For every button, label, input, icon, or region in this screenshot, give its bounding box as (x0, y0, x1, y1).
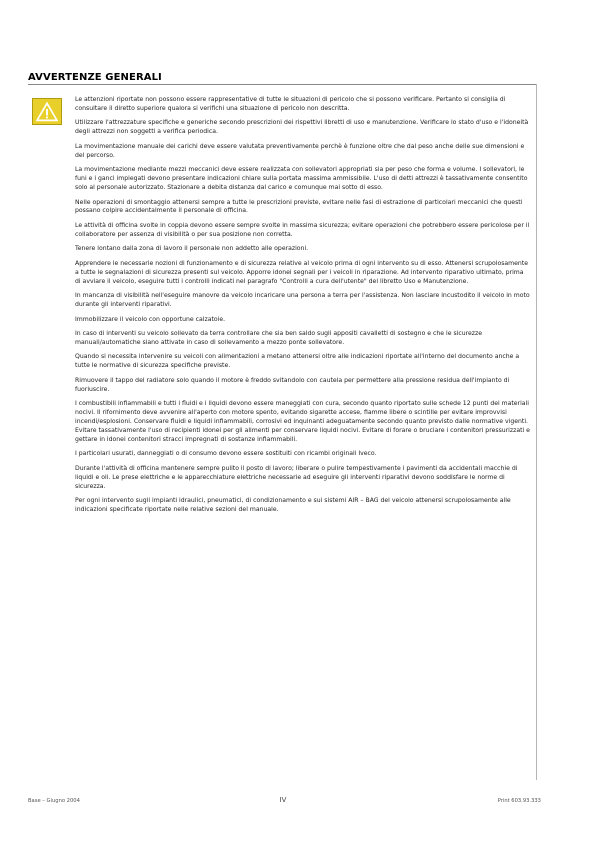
warning-paragraph: Rimuovere il tappo del radiatore solo quando il motore è freddo svitandolo con cautela per permettere alla pressione residua dell'impianto di fuoriuscire. (75, 376, 510, 393)
warning-paragraph: La movimentazione mediante mezzi meccanici deve essere realizzata con sollevatori appropriati sia per peso che forma e volume. I sollevatori, le funi e i ganci impiegati devono presentare indicazioni chiare sulla portata massima ammissibile. L'uso di detti attrezzi è tassativamente consentito solo al personale autorizzato. Stazionare a debita distanza dal carico e comunque mai sotto di esso. (75, 166, 528, 192)
warning-icon (32, 98, 62, 125)
warning-paragraph: Apprendere le necessarie nozioni di funzionamento e di sicurezza relative al veicolo prima di ogni intervento su di esso. Attenersi scrupolosamente a tutte le segnalazioni di sicurezza presenti sul veicolo. Apporre idonei segnali per i veicoli in riparazione. Ad intervento riparativo ultimato, prima di avviare il veicolo, eseguire tutti i controlli indicati nel paragrafo "Controlli a cura dell'utente" del libretto Uso e Manutenzione. (75, 259, 529, 285)
warning-paragraph: I combustibili infiammabili e tutti i fluidi e i liquidi devono essere maneggiati con cura, secondo quanto riportato sulle schede 12 punti dei materiali nocivi. Il rifornimento deve avvenire all'aperto con motore spento, evitando sigarette accese, fiamme libere o scintille per evitare improvvisi incendi/esplosioni. Conservare fluidi e liquidi infiammabili, corrosivi ed inquinanti adeguatamente secondo quanto previsto dalle normative vigenti. Evitare tassativamente l'uso di recipienti idonei per gli alimenti per conservare liquidi nocivi. Evitare di forare o bruciare i contenitori pressurizzati e gettare in idonei contenitori stracci impregnati di sostanze infiammabili. (75, 400, 530, 443)
warning-paragraph: La movimentazione manuale dei carichi deve essere valutata preventivamente perchè è funzione oltre che dal peso anche delle sue dimensioni e del percorso. (75, 142, 525, 159)
warning-paragraph: Quando si necessita intervenire su veicoli con alimentazioni a metano attenersi oltre alle indicazioni riportate all'interno del documento anche a tutte le normative di sicurezza specifiche previste. (75, 353, 520, 370)
page-number: IV (279, 796, 287, 804)
footer-print-code: Print 603.93.333 (497, 798, 541, 804)
warning-paragraph: Nelle operazioni di smontaggio attenersi sempre a tutte le prescrizioni previste, evitare nelle fasi di estrazione di particolari meccanici che questi possano colpire accidentalmente il personale di officina. (75, 198, 523, 215)
warning-paragraph: Utilizzare l'attrezzature specifiche e generiche secondo prescrizioni dei rispettivi libretti di uso e manutenzione. Verificare lo stato d'uso e l'idoneità degli attrezzi non soggetti a verifica periodica. (75, 119, 529, 136)
warning-paragraph: Per ogni intervento sugli impianti idraulici, pneumatici, di condizionamento e sui sistemi AIR – BAG del veicolo attenersi scrupolosamente alle indicazioni specificate riportate nelle relative sezioni del manuale. (75, 497, 511, 514)
warning-paragraph: Tenere lontano dalla zona di lavoro il personale non addetto alle operazioni. (75, 245, 309, 253)
warnings-content (75, 96, 531, 521)
warning-paragraph: Immobilizzare il veicolo con opportune calzatoie. (75, 315, 226, 323)
warning-paragraph: I particolari usurati, danneggiati o di consumo devono essere sostituiti con ricambi originali Iveco. (75, 450, 377, 458)
warning-paragraph: Le attenzioni riportate non possono essere rappresentative di tutte le situazioni di pericolo che si possono verificare. Pertanto si consiglia di consultare il diretto superiore qualora si verifichi una situazione di pericolo non descritta. (75, 96, 506, 112)
warning-paragraph: Durante l'attività di officina mantenere sempre pulito il posto di lavoro; liberare o pulire tempestivamente i pavimenti da accidentali macchie di liquidi e oli. Le prese elettriche e le apparecchiature elettriche necessarie ad eseguire gli interventi riparativi devono soddisfare le norme di sicurezza. (75, 464, 518, 490)
page-title: AVVERTENZE GENERALI (28, 72, 162, 83)
right-margin-rule (536, 84, 537, 780)
warning-paragraph: Le attività di officina svolte in coppia devono essere sempre svolte in massima sicurezza; evitare operazioni che potrebbero essere pericolose per il collaboratore per assenza di visibilità o per sua posizione non corretta. (75, 221, 530, 238)
warning-paragraph: In caso di interventi su veicolo sollevato da terra controllare che sia ben saldo sugli appositi cavalletti di sostegno e che le sicurezze manuali/automatiche siano attivate in caso di sollevamento a mezzo ponte sollevatore. (75, 330, 483, 346)
warning-paragraph: In mancanza di visibilità nell'eseguire manovre da veicolo incaricare una persona a terra per l'assistenza. Non lasciare incustodito il veicolo in moto durante gli interventi riparativi. (75, 292, 530, 309)
footer-edition: Base – Giugno 2004 (28, 798, 80, 804)
title-divider (28, 84, 536, 85)
